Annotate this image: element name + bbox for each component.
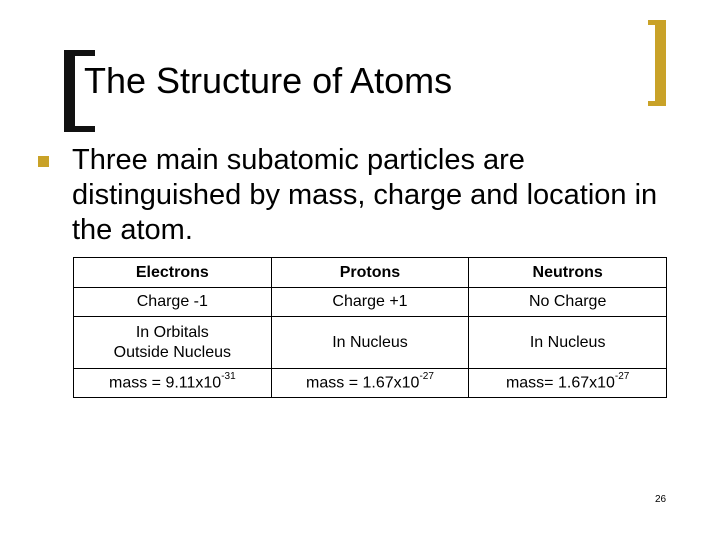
- title-bracket-right: [655, 20, 666, 106]
- cell-proton-mass: [271, 369, 469, 398]
- cell-electron-mass: [74, 369, 272, 398]
- square-bullet-icon: [38, 156, 49, 167]
- slide-title: The Structure of Atoms: [84, 60, 453, 101]
- title-bracket-right-top: [648, 20, 666, 25]
- table-header-row: [74, 258, 667, 288]
- neutron-mass-exponent: -27: [614, 371, 630, 383]
- table-row-location: [74, 317, 667, 369]
- header-neutrons: Neutrons: [469, 258, 667, 288]
- cell-neutron-location: In Nucleus: [469, 317, 667, 369]
- cell-electron-location: [74, 317, 272, 369]
- title-bracket-left: [64, 50, 75, 132]
- particles-table: [73, 257, 667, 398]
- electron-location-line1: In Orbitals: [135, 323, 209, 341]
- table-row-mass: [74, 369, 667, 398]
- title-bracket-left-bottom: [64, 126, 95, 132]
- electron-mass-value: mass = 9.11x10: [108, 374, 222, 392]
- proton-mass-exponent: -27: [419, 371, 434, 383]
- cell-proton-charge: Charge +1: [271, 288, 469, 317]
- cell-neutron-mass: [469, 369, 667, 398]
- title-bracket-left-top: [64, 50, 95, 56]
- header-protons: Protons: [271, 258, 469, 288]
- header-electrons: Electrons: [74, 258, 272, 288]
- title-bracket-right-bottom: [648, 101, 666, 106]
- cell-proton-location: In Nucleus: [271, 317, 469, 369]
- proton-mass-value: mass = 1.67x10: [306, 374, 420, 392]
- neutron-mass-value: mass= 1.67x10: [505, 374, 615, 392]
- cell-electron-charge: Charge -1: [74, 288, 272, 317]
- table-row-charge: [74, 288, 667, 317]
- cell-neutron-charge: No Charge: [469, 288, 667, 317]
- bullet-text: Three main subatomic particles are distinguished by mass, charge and location in the atom.: [72, 144, 658, 246]
- electron-location-line2: Outside Nucleus: [113, 343, 232, 361]
- electron-mass-exponent: -31: [221, 371, 236, 383]
- page-number: 26: [655, 494, 667, 505]
